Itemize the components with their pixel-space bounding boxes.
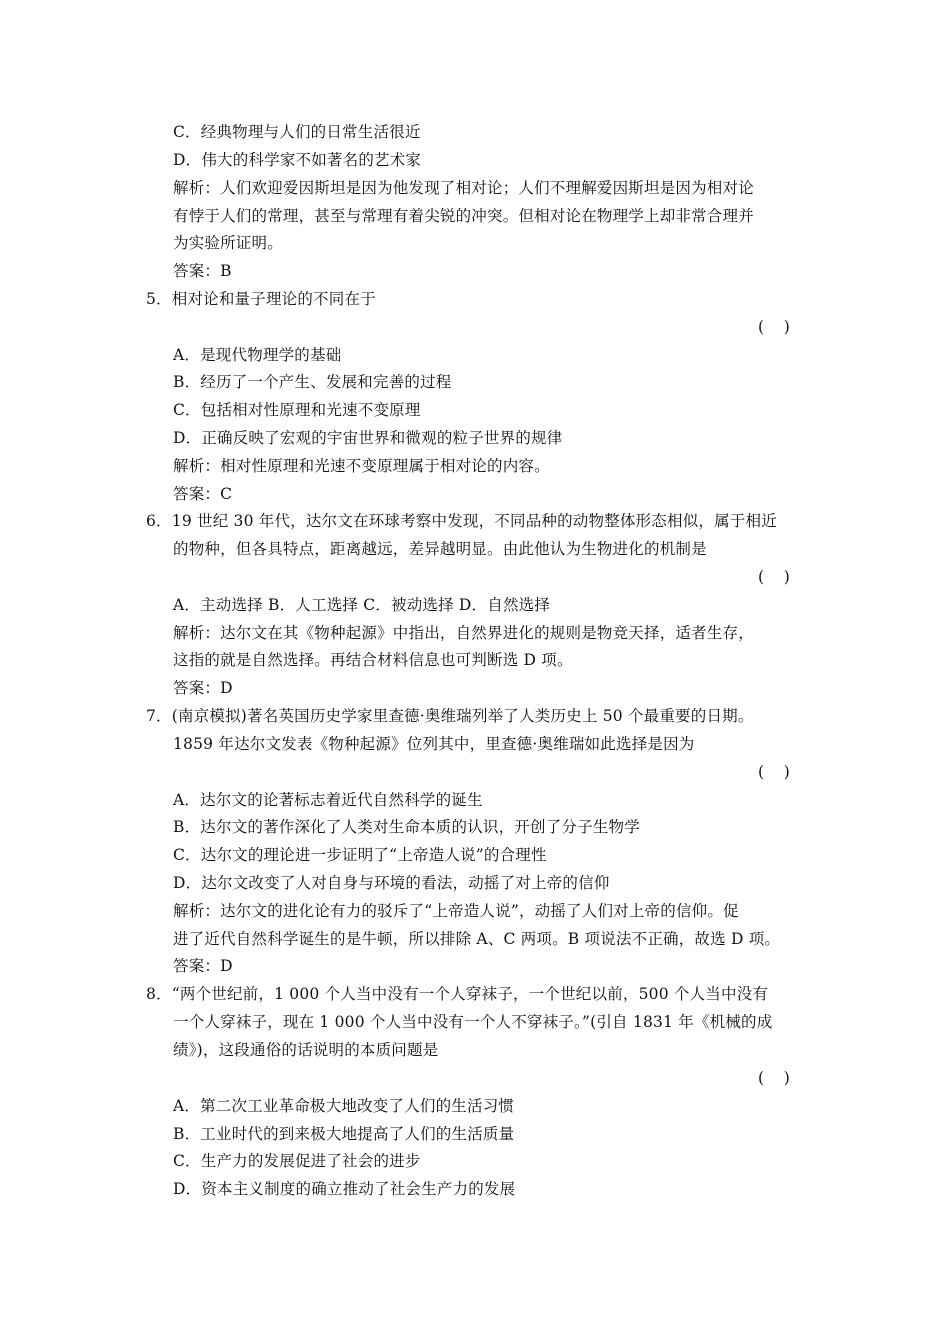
q8-answer-blank: ( ) <box>758 1069 790 1087</box>
q7-answer: 答案：D <box>173 957 233 975</box>
q5-option-b: B．经历了一个产生、发展和完善的过程 <box>173 373 452 391</box>
q5-analysis: 解析：相对性原理和光速不变原理属于相对论的内容。 <box>173 457 550 475</box>
q4-analysis-line1: 解析：人们欢迎爱因斯坦是因为他发现了相对论；人们不理解爱因斯坦是因为相对论 <box>173 179 754 197</box>
q8-stem-line1: 8．“两个世纪前，1 000 个人当中没有一个人穿袜子，一个世纪以前，500 个人当中没有 <box>146 985 769 1003</box>
q8-option-d: D．资本主义制度的确立推动了社会生产力的发展 <box>173 1180 516 1198</box>
q5-answer: 答案：C <box>173 485 233 503</box>
q7-analysis-line1: 解析：达尔文的进化论有力的驳斥了“上帝造人说”，动摇了人们对上帝的信仰。促 <box>173 902 739 920</box>
q6-stem-line2: 的物种，但各具特点，距离越远，差异越明显。由此他认为生物进化的机制是 <box>173 540 707 558</box>
q5-option-c: C．包括相对性原理和光速不变原理 <box>173 401 421 419</box>
q7-option-c: C．达尔文的理论进一步证明了“上帝造人说”的合理性 <box>173 846 547 864</box>
q6-analysis-line2: 这指的就是自然选择。再结合材料信息也可判断选 D 项。 <box>173 651 573 669</box>
q4-option-c: C．经典物理与人们的日常生活很近 <box>173 123 421 141</box>
q7-option-a: A．达尔文的论著标志着近代自然科学的诞生 <box>173 791 483 809</box>
q6-analysis-line1: 解析：达尔文在其《物种起源》中指出，自然界进化的规则是物竞天择，适者生存， <box>173 624 754 642</box>
q5-option-d: D．正确反映了宏观的宇宙世界和微观的粒子世界的规律 <box>173 429 563 447</box>
q6-answer-blank: ( ) <box>758 568 790 586</box>
q7-answer-blank: ( ) <box>758 763 790 781</box>
q8-option-a: A．第二次工业革命极大地改变了人们的生活习惯 <box>173 1097 515 1115</box>
q5-option-a: A．是现代物理学的基础 <box>173 346 342 364</box>
q7-stem-line1: 7．(南京模拟)著名英国历史学家里查德·奥维瑞列举了人类历史上 50 个最重要的日期。 <box>146 707 754 725</box>
q6-answer: 答案：D <box>173 679 233 697</box>
q6-options: A．主动选择 B．人工选择 C．被动选择 D．自然选择 <box>173 596 551 614</box>
q8-option-c: C．生产力的发展促进了社会的进步 <box>173 1152 421 1170</box>
q7-option-b: B．达尔文的著作深化了人类对生命本质的认识，开创了分子生物学 <box>173 818 640 836</box>
q4-option-d: D．伟大的科学家不如著名的艺术家 <box>173 151 422 169</box>
q4-analysis-line3: 为实验所证明。 <box>173 234 283 252</box>
q7-analysis-line2: 进了近代自然科学诞生的是牛顿，所以排除 A、C 两项。B 项说法不正确，故选 D 项。 <box>173 930 781 948</box>
q4-analysis-line2: 有悖于人们的常理，甚至与常理有着尖锐的冲突。但相对论在物理学上却非常合理并 <box>173 207 754 225</box>
q7-stem-line2: 1859 年达尔文发表《物种起源》位列其中，里查德·奥维瑞如此选择是因为 <box>173 735 695 753</box>
q8-option-b: B．工业时代的到来极大地提高了人们的生活质量 <box>173 1125 515 1143</box>
q5-stem: 5．相对论和量子理论的不同在于 <box>146 290 376 308</box>
q8-stem-line2: 一个人穿袜子，现在 1 000 个人当中没有一个人不穿袜子。”(引自 1831 年《机械的成 <box>173 1013 773 1031</box>
q4-answer: 答案：B <box>173 262 232 280</box>
q7-option-d: D．达尔文改变了人对自身与环境的看法，动摇了对上帝的信仰 <box>173 874 610 892</box>
q5-answer-blank: ( ) <box>758 318 790 336</box>
q8-stem-line3: 绩》)，这段通俗的话说明的本质问题是 <box>173 1041 439 1059</box>
q6-stem-line1: 6．19 世纪 30 年代，达尔文在环球考察中发现，不同品种的动物整体形态相似，属于相近 <box>146 512 777 530</box>
